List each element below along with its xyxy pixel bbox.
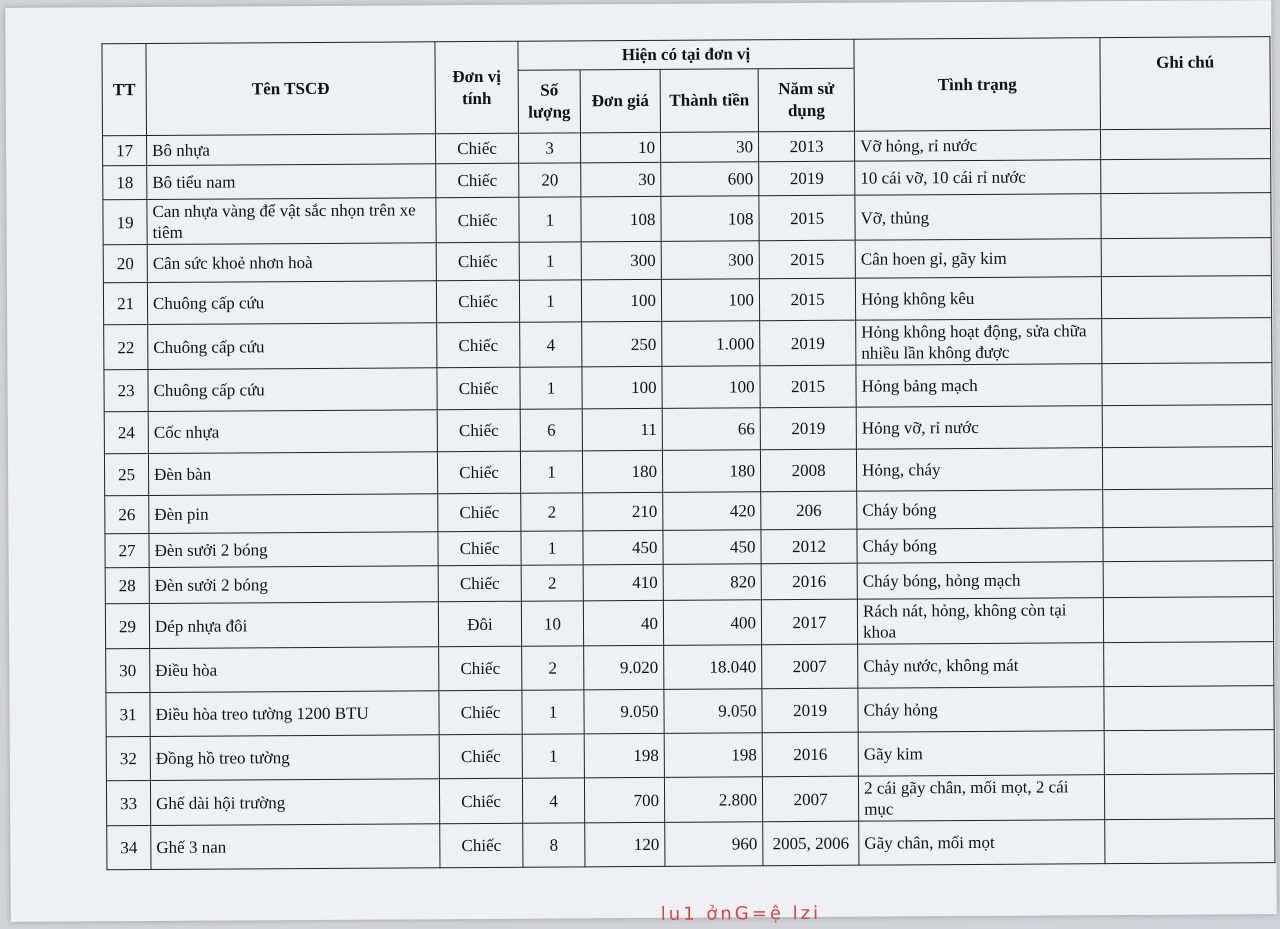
row-total: 9.050 xyxy=(664,689,762,734)
row-unit-price: 410 xyxy=(583,564,663,600)
row-year: 2015 xyxy=(760,365,856,408)
row-year: 2013 xyxy=(758,131,854,162)
row-tt: 19 xyxy=(103,200,147,245)
row-unit: Chiếc xyxy=(437,451,520,494)
row-note xyxy=(1104,686,1274,731)
row-total: 960 xyxy=(665,822,763,867)
row-quantity: 1 xyxy=(519,280,581,322)
row-condition: Cháy bóng xyxy=(857,490,1103,530)
row-unit-price: 210 xyxy=(583,492,663,530)
row-name: Can nhựa vàng để vật sắc nhọn trên xe tiêm xyxy=(147,198,436,245)
row-note xyxy=(1101,159,1271,194)
row-note xyxy=(1103,561,1273,598)
row-quantity: 1 xyxy=(522,734,584,778)
stamp-text: lu1 ởnG=ệ lzi xyxy=(660,902,822,925)
row-unit-price: 250 xyxy=(582,321,662,366)
row-quantity: 1 xyxy=(522,690,584,734)
row-note xyxy=(1103,597,1273,643)
row-quantity: 1 xyxy=(521,531,583,565)
row-year: 2019 xyxy=(762,688,858,733)
header-group: Hiện có tại đơn vị xyxy=(518,39,854,70)
header-ten: Tên TSCĐ xyxy=(146,42,436,136)
row-note xyxy=(1101,276,1271,319)
row-note xyxy=(1102,447,1272,490)
table-row xyxy=(103,276,1271,325)
row-note xyxy=(1103,527,1273,562)
row-unit-price: 9.050 xyxy=(584,689,664,733)
row-name: Đèn pin xyxy=(149,494,438,534)
row-name: Chuông cấp cứu xyxy=(148,323,437,370)
row-year: 2015 xyxy=(759,240,855,279)
row-unit: Chiếc xyxy=(436,280,519,323)
row-condition: 2 cái gãy chân, mối mọt, 2 cái mục xyxy=(858,775,1104,822)
row-unit: Chiếc xyxy=(438,531,521,566)
row-name: Cân sức khoẻ nhơn hoà xyxy=(147,243,436,283)
header-tinh-trang: Tình trạng xyxy=(854,38,1101,132)
row-unit-price: 100 xyxy=(582,366,662,408)
row-year: 2007 xyxy=(762,776,858,822)
row-tt: 30 xyxy=(106,649,150,693)
row-year: 2008 xyxy=(760,449,856,492)
row-unit-price: 180 xyxy=(582,450,662,492)
row-total: 1.000 xyxy=(662,321,760,367)
row-year: 206 xyxy=(761,491,857,530)
row-tt: 24 xyxy=(104,412,148,454)
table-row xyxy=(105,597,1273,649)
row-total: 100 xyxy=(662,366,760,409)
row-name: Chuông cấp cứu xyxy=(147,281,436,325)
row-unit-price: 108 xyxy=(581,196,661,241)
table-row xyxy=(104,363,1272,412)
row-condition: Gãy chân, mối mọt xyxy=(859,820,1105,866)
row-unit: Chiếc xyxy=(436,242,519,281)
row-note xyxy=(1101,193,1271,239)
row-year: 2007 xyxy=(762,644,858,689)
row-note xyxy=(1104,730,1274,775)
row-year: 2017 xyxy=(761,599,857,645)
header-so-luong: Số lượng xyxy=(518,70,580,133)
row-total: 450 xyxy=(663,530,761,565)
row-unit: Chiếc xyxy=(439,778,522,824)
row-note xyxy=(1101,238,1271,277)
row-quantity: 2 xyxy=(521,493,583,531)
row-unit-price: 300 xyxy=(581,241,661,279)
row-total: 180 xyxy=(662,450,760,493)
table-row xyxy=(107,819,1275,870)
row-tt: 33 xyxy=(106,781,150,826)
row-unit-price: 198 xyxy=(584,733,664,777)
row-quantity: 10 xyxy=(521,601,583,646)
row-condition: Hỏng bảng mạch xyxy=(856,364,1102,408)
row-unit: Đôi xyxy=(438,601,521,647)
row-note xyxy=(1101,129,1271,160)
row-condition: Rách nát, hỏng, không còn tại khoa xyxy=(857,598,1103,645)
paper-sheet xyxy=(5,0,1277,925)
row-condition: Hỏng không hoạt động, sửa chữa nhiều lần không được xyxy=(856,319,1102,366)
row-name: Bô nhựa xyxy=(147,134,436,166)
row-total: 400 xyxy=(663,600,761,646)
row-name: Ghế dài hội trường xyxy=(150,779,439,826)
table-row xyxy=(106,730,1274,781)
row-unit: Chiếc xyxy=(438,493,521,532)
row-note xyxy=(1104,774,1274,820)
row-total: 18.040 xyxy=(664,645,762,690)
table-row xyxy=(106,774,1274,826)
row-quantity: 1 xyxy=(519,242,581,280)
row-name: Đèn sưởi 2 bóng xyxy=(149,566,438,604)
row-total: 820 xyxy=(663,564,761,601)
row-quantity: 6 xyxy=(520,409,582,451)
row-total: 600 xyxy=(661,162,759,197)
row-unit-price: 11 xyxy=(582,408,662,450)
header-don-gia: Đơn giá xyxy=(580,69,660,132)
row-tt: 21 xyxy=(103,283,147,325)
row-name: Đồng hồ treo tường xyxy=(150,735,439,781)
row-name: Chuông cấp cứu xyxy=(148,368,437,412)
row-tt: 18 xyxy=(103,166,147,200)
header-ghi-chu: Ghi chú xyxy=(1100,37,1271,130)
header-tt: TT xyxy=(102,44,147,136)
asset-table xyxy=(101,36,1275,870)
row-condition: 10 cái vỡ, 10 cái rỉ nước xyxy=(855,160,1101,196)
row-unit: Chiếc xyxy=(439,646,522,691)
row-unit: Chiếc xyxy=(435,133,518,164)
row-condition: Cháy hỏng xyxy=(858,687,1104,733)
row-unit: Chiếc xyxy=(440,823,523,868)
row-year: 2019 xyxy=(759,161,855,196)
row-condition: Vỡ hỏng, rỉ nước xyxy=(855,130,1101,162)
row-name: Bô tiểu nam xyxy=(147,164,436,200)
row-total: 300 xyxy=(661,241,759,280)
row-quantity: 2 xyxy=(521,565,583,601)
row-condition: Cân hoen gỉ, gãy kim xyxy=(855,239,1101,279)
row-unit: Chiếc xyxy=(439,690,522,735)
row-total: 66 xyxy=(662,408,760,451)
row-unit-price: 10 xyxy=(580,132,660,162)
row-quantity: 20 xyxy=(519,163,581,197)
row-condition: Hỏng vỡ, rỉ nước xyxy=(856,406,1102,450)
row-total: 2.800 xyxy=(664,777,762,823)
row-condition: Hỏng không kêu xyxy=(855,277,1101,321)
row-year: 2019 xyxy=(760,407,856,450)
row-note xyxy=(1102,363,1272,406)
row-name: Đèn bàn xyxy=(148,452,437,496)
header-don-vi: Đơn vị tính xyxy=(435,41,519,134)
row-name: Dép nhựa đôi xyxy=(149,602,438,649)
row-unit-price: 30 xyxy=(581,162,661,196)
row-name: Điều hòa xyxy=(150,647,439,693)
row-total: 198 xyxy=(664,733,762,778)
row-name: Đèn sưởi 2 bóng xyxy=(149,532,438,568)
row-quantity: 4 xyxy=(522,778,584,823)
row-tt: 23 xyxy=(104,370,148,412)
table-row xyxy=(106,686,1274,737)
row-unit: Chiếc xyxy=(437,409,520,452)
row-tt: 28 xyxy=(105,568,149,604)
row-quantity: 1 xyxy=(519,197,581,242)
header-thanh-tien: Thành tiền xyxy=(660,69,758,133)
row-name: Điều hòa treo tường 1200 BTU xyxy=(150,691,439,737)
row-unit-price: 450 xyxy=(583,530,663,564)
table-row xyxy=(104,447,1272,496)
header-nam: Năm sử dụng xyxy=(758,68,854,132)
row-tt: 27 xyxy=(105,534,149,568)
row-note xyxy=(1105,819,1275,864)
row-tt: 22 xyxy=(104,325,148,370)
row-quantity: 4 xyxy=(520,322,582,367)
row-tt: 26 xyxy=(105,496,149,534)
row-note xyxy=(1102,318,1272,364)
row-condition: Hỏng, cháy xyxy=(856,448,1102,492)
row-unit-price: 40 xyxy=(583,600,663,645)
row-total: 420 xyxy=(663,492,761,531)
row-year: 2005, 2006 xyxy=(763,821,859,866)
row-unit: Chiếc xyxy=(439,734,522,779)
row-condition: Chảy nước, không mát xyxy=(858,643,1104,689)
row-year: 2016 xyxy=(761,563,857,600)
table-row xyxy=(104,405,1272,454)
row-total: 108 xyxy=(661,196,759,242)
row-note xyxy=(1102,405,1272,448)
row-name: Cốc nhựa xyxy=(148,410,437,454)
row-unit: Chiếc xyxy=(436,197,519,243)
row-unit: Chiếc xyxy=(437,322,520,368)
row-quantity: 1 xyxy=(520,451,582,493)
row-total: 100 xyxy=(661,279,759,322)
row-tt: 20 xyxy=(103,245,147,283)
row-tt: 17 xyxy=(103,136,147,166)
row-unit: Chiếc xyxy=(438,565,521,602)
table-row xyxy=(103,193,1271,245)
row-year: 2016 xyxy=(762,732,858,777)
row-year: 2019 xyxy=(760,320,856,366)
row-quantity: 2 xyxy=(522,646,584,690)
row-unit-price: 700 xyxy=(584,777,664,822)
row-note xyxy=(1103,489,1273,528)
row-condition: Cháy bóng, hỏng mạch xyxy=(857,562,1103,600)
row-quantity: 1 xyxy=(520,367,582,409)
table-row xyxy=(106,642,1274,693)
row-tt: 25 xyxy=(104,454,148,496)
row-note xyxy=(1104,642,1274,687)
row-year: 2012 xyxy=(761,529,857,564)
row-quantity: 3 xyxy=(518,133,580,163)
row-unit-price: 100 xyxy=(581,279,661,321)
table-row xyxy=(104,318,1272,370)
row-quantity: 8 xyxy=(523,823,585,867)
row-year: 2015 xyxy=(759,195,855,241)
row-year: 2015 xyxy=(759,278,855,321)
row-tt: 31 xyxy=(106,693,150,737)
row-unit: Chiếc xyxy=(437,367,520,410)
table-body xyxy=(103,129,1276,870)
row-total: 30 xyxy=(660,132,758,163)
row-unit: Chiếc xyxy=(436,163,519,198)
row-unit-price: 120 xyxy=(585,822,665,866)
row-condition: Vỡ, thủng xyxy=(855,194,1101,241)
row-condition: Gãy kim xyxy=(858,731,1104,777)
row-tt: 34 xyxy=(107,826,151,870)
row-tt: 32 xyxy=(106,737,150,781)
row-tt: 29 xyxy=(105,604,149,649)
row-condition: Cháy bóng xyxy=(857,528,1103,564)
row-unit-price: 9.020 xyxy=(584,645,664,689)
row-name: Ghế 3 nan xyxy=(151,824,440,870)
